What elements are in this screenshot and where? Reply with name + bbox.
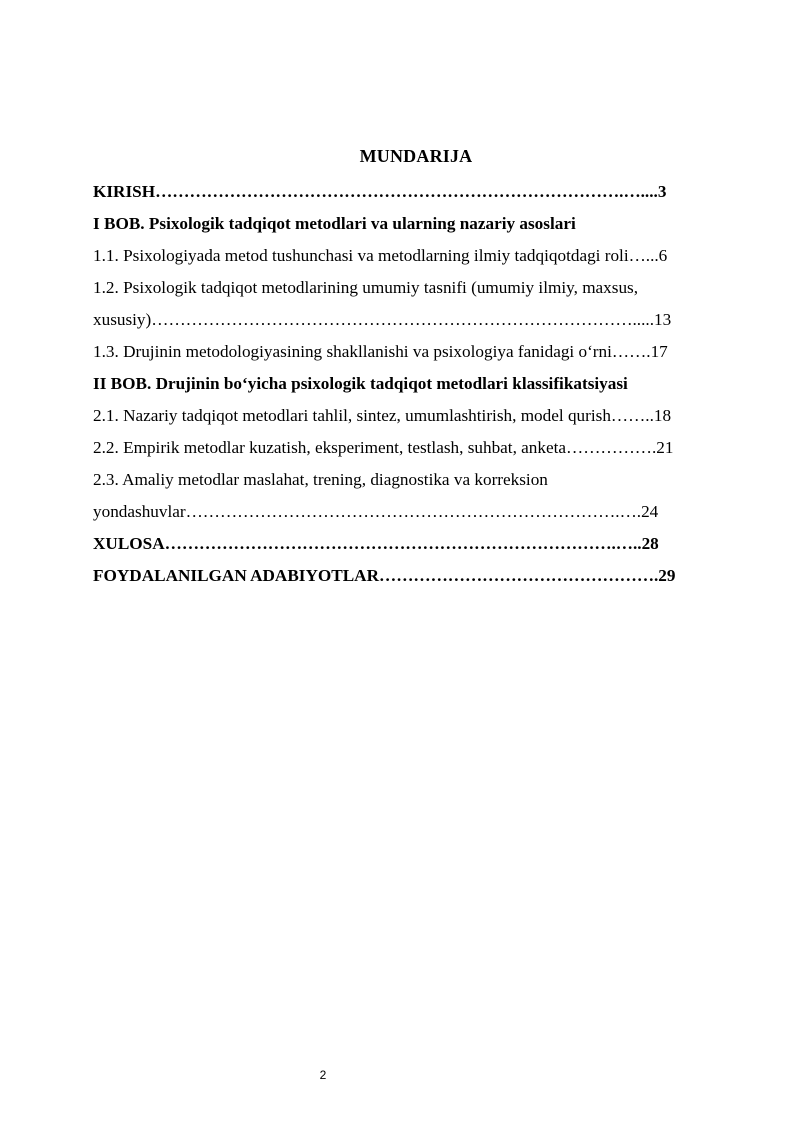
page-number: 2 bbox=[319, 1068, 327, 1082]
toc-entry-1-2-line-2: xususiy)………………………………………………………………………….....13 bbox=[93, 310, 672, 329]
toc-entry-2-3-line-1: 2.3. Amaliy metodlar maslahat, trening, diagnostika va korreksion bbox=[93, 470, 548, 489]
toc-entry-1-3: 1.3. Drujinin metodologiyasining shakllanishi va psixologiya fanidagi o‘rni…….17 bbox=[93, 342, 668, 361]
toc-entry-2-3-line-2: yondashuvlar………………………………………………………………….….24 bbox=[93, 502, 659, 521]
toc-entry-xulosa: XULOSA…………………………………………………………………….…..28 bbox=[93, 534, 659, 553]
toc-entry-2-2: 2.2. Empirik metodlar kuzatish, eksperiment, testlash, suhbat, anketa…………….21 bbox=[93, 438, 674, 457]
table-of-contents bbox=[93, 176, 733, 592]
toc-entry-2-1: 2.1. Nazariy tadqiqot metodlari tahlil, sintez, umumlashtirish, model qurish……..18 bbox=[93, 406, 672, 425]
toc-entry-1-1: 1.1. Psixologiyada metod tushunchasi va metodlarning ilmiy tadqiqotdagi roli…...6 bbox=[93, 246, 668, 265]
toc-chapter-1-heading: I BOB. Psixologik tadqiqot metodlari va ularning nazariy asoslari bbox=[93, 214, 576, 233]
toc-chapter-2-heading: II BOB. Drujinin bo‘yicha psixologik tadqiqot metodlari klassifikatsiyasi bbox=[93, 374, 628, 393]
page-title: MUNDARIJA bbox=[359, 146, 473, 166]
toc-entry-foydalanilgan-adabiyotlar: FOYDALANILGAN ADABIYOTLAR………………………………………….29 bbox=[93, 566, 676, 585]
toc-entry-1-2-line-1: 1.2. Psixologik tadqiqot metodlarining umumiy tasnifi (umumiy ilmiy, maxsus, bbox=[93, 278, 639, 297]
toc-entry-kirish: KIRISH……………………………………………………………………….…....3 bbox=[93, 182, 667, 201]
